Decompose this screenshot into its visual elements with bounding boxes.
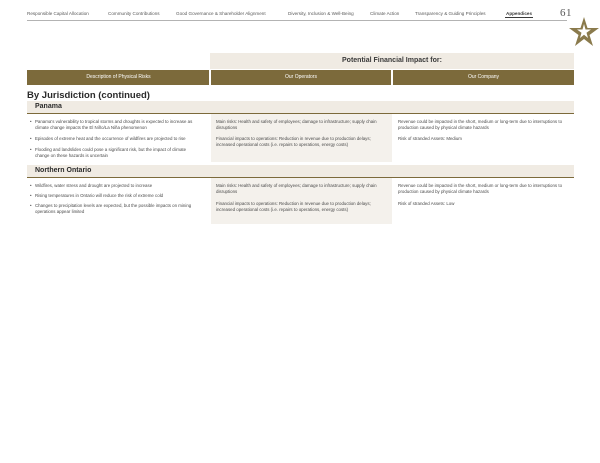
page-number: 61 — [560, 7, 572, 19]
bullet-icon: • — [30, 183, 32, 188]
northern-ontario-risk-1: Wildfires, water stress and drought are projected to increase — [35, 183, 153, 188]
northern-ontario-subsection-bar — [27, 165, 574, 177]
nav-divider — [27, 20, 567, 21]
panama-label: Panama — [35, 103, 62, 110]
bullet-icon: • — [30, 136, 32, 141]
nav-item-diversity-inclusion[interactable]: Diversity, Inclusion & Well-Being — [288, 11, 354, 16]
top-navigation — [0, 0, 600, 28]
column-header-risks: Description of Physical Risks — [86, 74, 151, 80]
northern-ontario-risk-2: Rising temperatures in Ontario will reduce the risk of extreme cold — [35, 193, 164, 198]
northern-ontario-company-stranded-assets: Risk of stranded Assets: Low — [398, 201, 455, 206]
bullet-icon: • — [30, 119, 32, 124]
northern-ontario-label: Northern Ontario — [35, 167, 92, 174]
section-title: By Jurisdiction (continued) — [27, 90, 150, 101]
panama-risk-1: Panama's vulnerability to tropical storms and droughts is expected to increase as climate change impacts the El Niño/La Niña phenomenon — [35, 119, 193, 130]
panama-operators-main-risks: Main risks: Health and safety of employees; damage to infrastructure; supply chain disruptions — [216, 119, 377, 130]
panama-subsection-bar — [27, 101, 574, 113]
active-nav-underline — [505, 17, 533, 18]
bullet-icon: • — [30, 193, 32, 198]
panama-company-stranded-assets: Risk of stranded Assets: Medium — [398, 136, 462, 141]
financial-impact-header — [210, 53, 574, 69]
panama-risk-2: Episodes of extreme heat and the occurrence of wildfires are projected to rise — [35, 136, 186, 141]
panama-operators-financial-impacts: Financial impacts to operations: Reduction in revenue due to production delays; increased operational costs (i.e. repairs to operations, energy costs) — [216, 136, 371, 147]
column-header-row — [27, 70, 574, 85]
column-header-operators: Our Operators — [285, 74, 317, 80]
nav-item-appendices[interactable]: Appendices — [506, 11, 533, 16]
panama-risk-3: Flooding and landslides could pose a significant risk, but the impact of climate change on these hazards is uncertain — [35, 147, 187, 158]
nav-item-good-governance[interactable]: Good Governance & Shareholder Alignment — [176, 11, 266, 16]
northern-ontario-operators-financial-impacts: Financial impacts to operations: Reduction in revenue due to production delays; increased operational costs (i.e. repairs to operations, energy costs) — [216, 201, 371, 212]
bullet-icon: • — [30, 203, 32, 208]
nav-item-capital-allocation[interactable]: Responsible Capital Allocation — [27, 11, 89, 16]
northern-ontario-risk-3: Changes to precipitation levels are expected, but the possible impacts on mining operations appear limited — [35, 203, 192, 214]
nav-item-community-contributions[interactable]: Community Contributions — [108, 11, 160, 16]
northern-ontario-company-revenue: Revenue could be impacted in the short, medium or long-term due to interruptions to production caused by physical climate hazards — [398, 183, 563, 194]
nav-item-transparency[interactable]: Transparency & Guiding Principles — [415, 11, 486, 16]
nav-item-climate-action[interactable]: Climate Action — [370, 11, 400, 16]
panama-company-revenue: Revenue could be impacted in the short, medium or long-term due to interruptions to production caused by physical climate hazards — [398, 119, 563, 130]
column-header-company: Our Company — [467, 74, 500, 80]
financial-impact-title: Potential Financial Impact for: — [342, 57, 442, 64]
northern-ontario-operators-main-risks: Main risks: Health and safety of employees; damage to infrastructure; supply chain disruptions — [216, 183, 377, 194]
star-logo-icon — [568, 16, 600, 48]
bullet-icon: • — [30, 147, 32, 152]
